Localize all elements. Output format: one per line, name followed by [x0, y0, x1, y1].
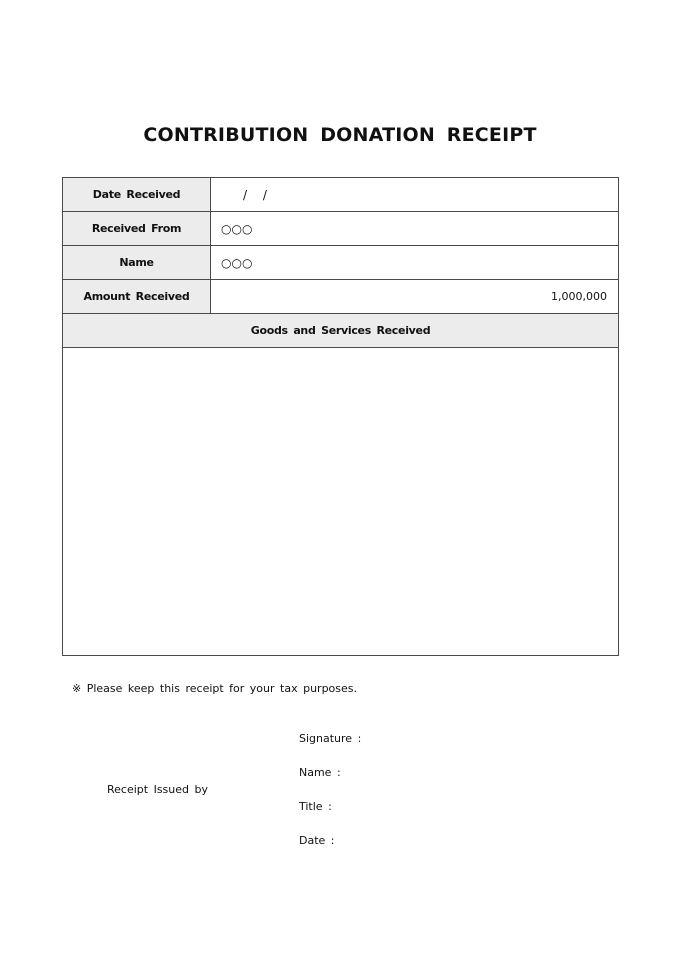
table-row [63, 314, 619, 348]
received-from-label: Received From [63, 212, 211, 246]
receipt-table [62, 177, 619, 656]
name-value: ○○○ [211, 246, 619, 280]
goods-services-header: Goods and Services Received [63, 314, 619, 348]
signature-line: Signature : [299, 732, 362, 745]
table-row [63, 178, 619, 212]
amount-received-label: Amount Received [63, 280, 211, 314]
goods-services-area [63, 348, 619, 656]
date-received-value: / / [211, 178, 619, 212]
table-row [63, 348, 619, 656]
document-title: CONTRIBUTION DONATION RECEIPT [143, 124, 537, 146]
issue-date-line: Date : [299, 834, 335, 847]
table-row [63, 212, 619, 246]
tax-note: ※ Please keep this receipt for your tax purposes. [72, 682, 358, 695]
issuer-title-line: Title : [299, 800, 332, 813]
table-row [63, 246, 619, 280]
issuer-name-line: Name : [299, 766, 341, 779]
name-label: Name [63, 246, 211, 280]
table-row [63, 280, 619, 314]
receipt-issued-by-label: Receipt Issued by [107, 783, 208, 796]
received-from-value: ○○○ [211, 212, 619, 246]
date-received-label: Date Received [63, 178, 211, 212]
amount-received-value: 1,000,000 [211, 280, 619, 314]
